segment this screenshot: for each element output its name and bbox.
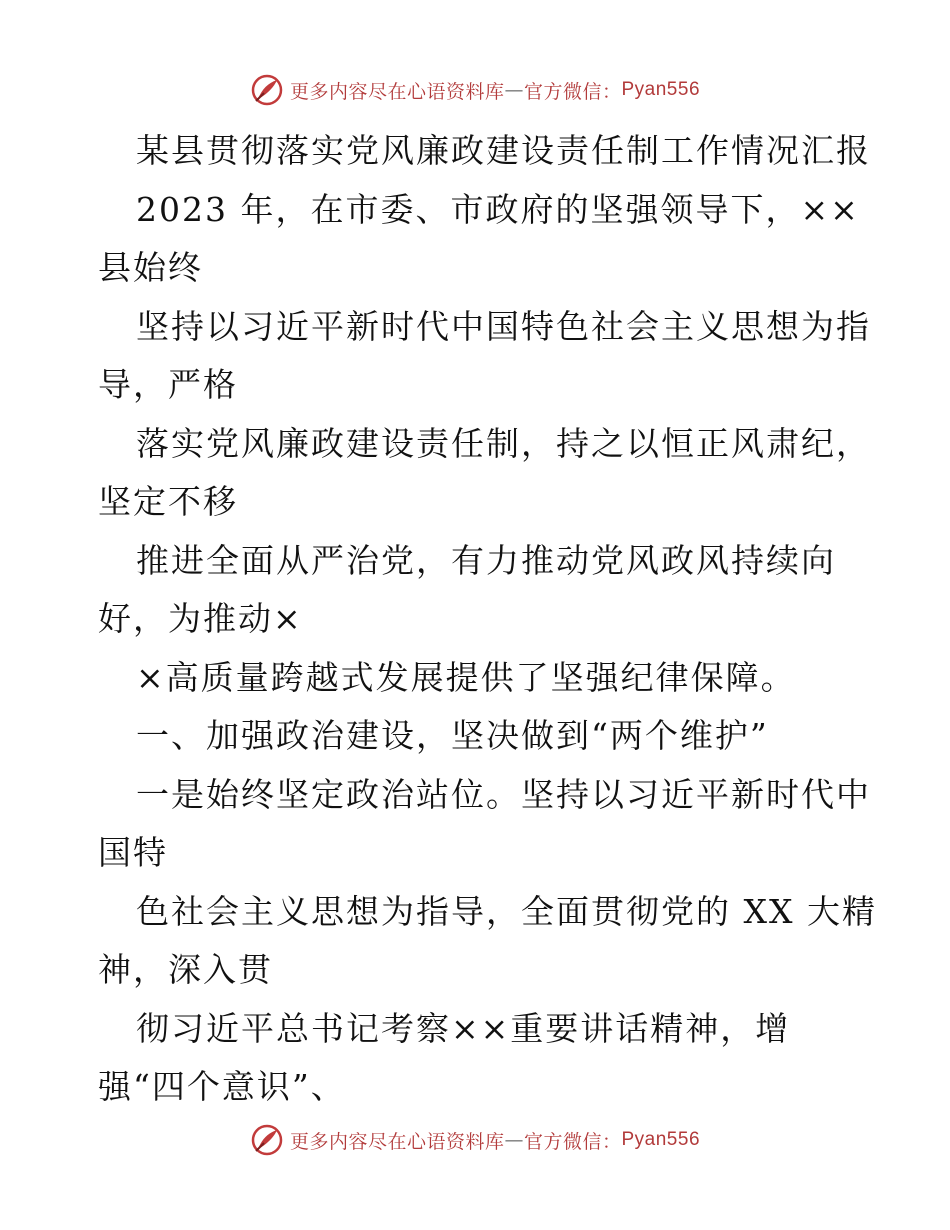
text-line: 好，为推动× <box>98 599 303 638</box>
text-line: 强“四个意识”、 <box>98 1067 346 1106</box>
text-line: 县始终 <box>98 248 203 287</box>
text-line: 神，深入贯 <box>98 950 273 989</box>
wechat-text: 官方微信： <box>523 1130 622 1153</box>
text-line: 坚定不移 <box>98 482 238 521</box>
wechat-text: 官方微信： <box>523 80 622 103</box>
footer-banner <box>0 1120 950 1160</box>
feather-pen-logo-icon <box>250 73 284 107</box>
document-title: 某县贯彻落实党风廉政建设责任制工作情况汇报 <box>136 131 871 170</box>
header-banner <box>0 70 950 110</box>
text-line: 导，严格 <box>98 365 238 404</box>
separator: — <box>504 1129 524 1151</box>
feather-pen-logo-icon <box>250 1123 284 1157</box>
text-line: 色社会主义思想为指导，全面贯彻党的 XX 大精 <box>136 891 877 931</box>
wechat-handle: Pyan556 <box>621 79 701 100</box>
wechat-handle: Pyan556 <box>621 1129 701 1150</box>
text-line: ×高质量跨越式发展提供了坚强纪律保障。 <box>136 657 796 697</box>
section-heading: 一、加强政治建设，坚决做到“两个维护” <box>136 716 769 755</box>
site-text: 更多内容尽在心语资料库 <box>289 80 505 103</box>
text-line: 落实党风廉政建设责任制，持之以恒正风肃纪， <box>136 423 871 463</box>
text-line: 推进全面从严治党，有力推动党风政风持续向 <box>136 540 836 580</box>
text-line: 国特 <box>98 833 168 872</box>
separator: — <box>504 79 524 101</box>
document-body <box>98 122 877 1117</box>
text-line: 坚持以习近平新时代中国特色社会主义思想为指 <box>136 306 871 346</box>
text-line: 彻习近平总书记考察××重要讲话精神，增 <box>136 1008 791 1048</box>
text-line: 2023 年，在市委、市政府的坚强领导下，×× <box>136 189 860 229</box>
site-text: 更多内容尽在心语资料库 <box>289 1130 505 1153</box>
text-line: 一是始终坚定政治站位。坚持以习近平新时代中 <box>136 774 871 814</box>
